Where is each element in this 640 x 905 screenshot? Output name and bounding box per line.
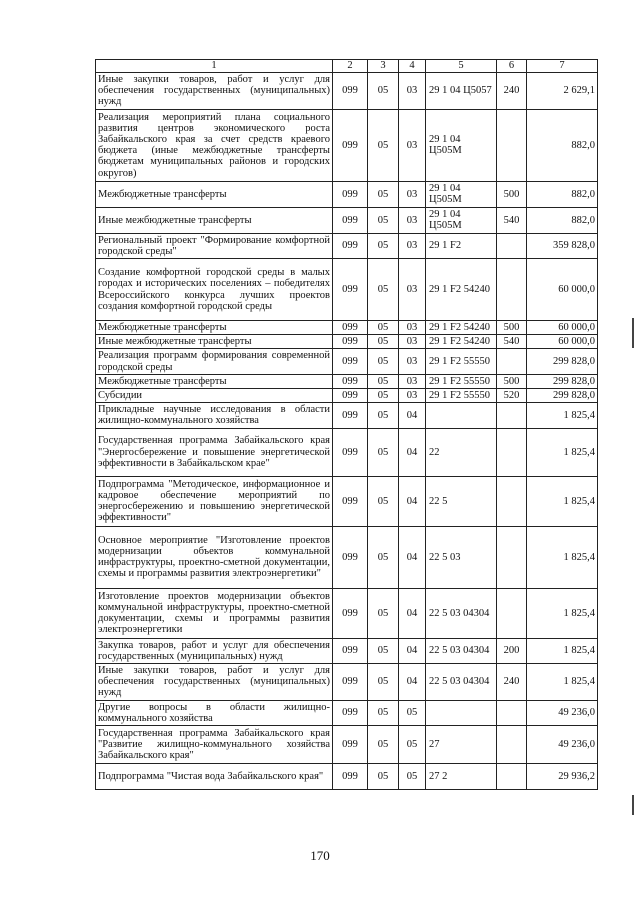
target-article-cell: 29 1 F2 55550 xyxy=(426,389,497,403)
amount-cell: 359 828,0 xyxy=(527,233,598,258)
amount-cell: 49 236,0 xyxy=(527,700,598,725)
amount-cell: 1 825,4 xyxy=(527,428,598,476)
amount-cell: 1 825,4 xyxy=(527,476,598,526)
description-cell: Межбюджетные трансферты xyxy=(96,181,333,207)
expense-type-cell: 200 xyxy=(497,638,527,663)
amount-cell: 1 825,4 xyxy=(527,664,598,701)
ministry-code-cell: 099 xyxy=(333,764,368,790)
subsection-cell: 03 xyxy=(399,321,426,335)
table-row xyxy=(96,638,598,663)
expense-type-cell: 540 xyxy=(497,335,527,349)
amount-cell: 29 936,2 xyxy=(527,764,598,790)
target-article-cell: 22 5 03 04304 xyxy=(426,664,497,701)
description-cell: Государственная программа Забайкальского края "Развитие жилищно-коммунального хозяйства Забайкальского края" xyxy=(96,726,333,764)
table-row xyxy=(96,389,598,403)
header-cell: 7 xyxy=(527,60,598,73)
description-cell: Закупка товаров, работ и услуг для обеспечения государственных (муниципальных) нужд xyxy=(96,638,333,663)
subsection-cell: 05 xyxy=(399,764,426,790)
description-cell: Иные закупки товаров, работ и услуг для обеспечения государственных (муниципальных) нужд xyxy=(96,73,333,110)
description-cell: Субсидии xyxy=(96,389,333,403)
section-cell: 05 xyxy=(368,726,399,764)
table-row xyxy=(96,73,598,110)
page-number: 170 xyxy=(310,848,330,863)
header-cell: 5 xyxy=(426,60,497,73)
section-cell: 05 xyxy=(368,233,399,258)
subsection-cell: 03 xyxy=(399,73,426,110)
subsection-cell: 03 xyxy=(399,181,426,207)
target-article-cell: 29 1 F2 55550 xyxy=(426,374,497,388)
table-row xyxy=(96,700,598,725)
ministry-code-cell: 099 xyxy=(333,233,368,258)
expense-type-cell xyxy=(497,526,527,588)
subsection-cell: 04 xyxy=(399,664,426,701)
section-cell: 05 xyxy=(368,588,399,638)
description-cell: Региональный проект "Формирование комфортной городской среды" xyxy=(96,233,333,258)
target-article-cell: 27 xyxy=(426,726,497,764)
header-cell: 1 xyxy=(96,60,333,73)
ministry-code-cell: 099 xyxy=(333,349,368,374)
section-cell: 05 xyxy=(368,207,399,233)
ministry-code-cell: 099 xyxy=(333,109,368,181)
expense-type-cell xyxy=(497,233,527,258)
description-cell: Создание комфортной городской среды в малых городах и исторических поселениях – победителях Всероссийского конкурса лучших проектов создания комфортной городской среды xyxy=(96,259,333,321)
description-cell: Изготовление проектов модернизации объектов коммунальной инфраструктуры, проектно-сметной документации, схемы и программы развития электроэнергетики xyxy=(96,588,333,638)
expense-type-cell: 240 xyxy=(497,664,527,701)
target-article-cell: 29 1 F2 55550 xyxy=(426,349,497,374)
description-cell: Прикладные научные исследования в области жилищно-коммунального хозяйства xyxy=(96,403,333,428)
expense-type-cell: 520 xyxy=(497,389,527,403)
expense-type-cell: 540 xyxy=(497,207,527,233)
description-cell: Реализация мероприятий плана социального развития центров экономического роста Забайкальского края за счет средств краевого бюджета (иные межбюджетные трансферты бюджетам муниципальных районов и городских округов) xyxy=(96,109,333,181)
expense-type-cell xyxy=(497,403,527,428)
amount-cell: 1 825,4 xyxy=(527,526,598,588)
subsection-cell: 03 xyxy=(399,335,426,349)
description-cell: Иные межбюджетные трансферты xyxy=(96,207,333,233)
subsection-cell: 04 xyxy=(399,588,426,638)
description-cell: Иные межбюджетные трансферты xyxy=(96,335,333,349)
target-article-cell: 22 xyxy=(426,428,497,476)
ministry-code-cell: 099 xyxy=(333,428,368,476)
target-article-cell: 29 1 04 Ц505М xyxy=(426,207,497,233)
description-cell: Иные закупки товаров, работ и услуг для обеспечения государственных (муниципальных) нужд xyxy=(96,664,333,701)
amount-cell: 882,0 xyxy=(527,109,598,181)
description-cell: Подпрограмма "Методическое, информационное и кадровое обеспечение мероприятий по энергосбережению и повышению энергетической эффективности" xyxy=(96,476,333,526)
header-cell: 2 xyxy=(333,60,368,73)
target-article-cell xyxy=(426,700,497,725)
description-cell: Подпрограмма "Чистая вода Забайкальского края" xyxy=(96,764,333,790)
ministry-code-cell: 099 xyxy=(333,726,368,764)
target-article-cell: 29 1 F2 54240 xyxy=(426,259,497,321)
expense-type-cell xyxy=(497,349,527,374)
ministry-code-cell: 099 xyxy=(333,181,368,207)
ministry-code-cell: 099 xyxy=(333,403,368,428)
ministry-code-cell: 099 xyxy=(333,335,368,349)
subsection-cell: 05 xyxy=(399,726,426,764)
table-row xyxy=(96,428,598,476)
section-cell: 05 xyxy=(368,181,399,207)
target-article-cell: 29 1 F2 54240 xyxy=(426,335,497,349)
expense-type-cell: 240 xyxy=(497,73,527,110)
amount-cell: 882,0 xyxy=(527,207,598,233)
section-cell: 05 xyxy=(368,664,399,701)
header-cell: 3 xyxy=(368,60,399,73)
column-number-header xyxy=(96,60,598,73)
ministry-code-cell: 099 xyxy=(333,321,368,335)
section-cell: 05 xyxy=(368,259,399,321)
section-cell: 05 xyxy=(368,73,399,110)
subsection-cell: 03 xyxy=(399,349,426,374)
amount-cell: 1 825,4 xyxy=(527,403,598,428)
amount-cell: 60 000,0 xyxy=(527,335,598,349)
expense-type-cell xyxy=(497,726,527,764)
scan-edge-mark xyxy=(632,795,634,815)
ministry-code-cell: 099 xyxy=(333,73,368,110)
target-article-cell: 29 1 04 Ц505М xyxy=(426,109,497,181)
subsection-cell: 04 xyxy=(399,428,426,476)
expense-type-cell xyxy=(497,700,527,725)
subsection-cell: 03 xyxy=(399,109,426,181)
amount-cell: 1 825,4 xyxy=(527,588,598,638)
section-cell: 05 xyxy=(368,764,399,790)
section-cell: 05 xyxy=(368,349,399,374)
table-row xyxy=(96,764,598,790)
ministry-code-cell: 099 xyxy=(333,389,368,403)
subsection-cell: 03 xyxy=(399,259,426,321)
table-row xyxy=(96,476,598,526)
subsection-cell: 04 xyxy=(399,403,426,428)
expense-type-cell: 500 xyxy=(497,181,527,207)
ministry-code-cell: 099 xyxy=(333,374,368,388)
amount-cell: 60 000,0 xyxy=(527,321,598,335)
section-cell: 05 xyxy=(368,335,399,349)
target-article-cell: 22 5 03 04304 xyxy=(426,588,497,638)
subsection-cell: 04 xyxy=(399,526,426,588)
scan-edge-mark xyxy=(632,318,634,348)
amount-cell: 1 825,4 xyxy=(527,638,598,663)
section-cell: 05 xyxy=(368,403,399,428)
expense-type-cell xyxy=(497,109,527,181)
amount-cell: 882,0 xyxy=(527,181,598,207)
table-row xyxy=(96,181,598,207)
description-cell: Межбюджетные трансферты xyxy=(96,321,333,335)
section-cell: 05 xyxy=(368,374,399,388)
target-article-cell xyxy=(426,403,497,428)
budget-table xyxy=(95,59,598,790)
expense-type-cell xyxy=(497,259,527,321)
expense-type-cell xyxy=(497,428,527,476)
table-row xyxy=(96,588,598,638)
header-cell: 6 xyxy=(497,60,527,73)
subsection-cell: 03 xyxy=(399,207,426,233)
amount-cell: 60 000,0 xyxy=(527,259,598,321)
subsection-cell: 04 xyxy=(399,638,426,663)
description-cell: Другие вопросы в области жилищно-коммунального хозяйства xyxy=(96,700,333,725)
subsection-cell: 03 xyxy=(399,389,426,403)
table-row xyxy=(96,374,598,388)
section-cell: 05 xyxy=(368,638,399,663)
subsection-cell: 05 xyxy=(399,700,426,725)
target-article-cell: 22 5 03 xyxy=(426,526,497,588)
table-row xyxy=(96,726,598,764)
target-article-cell: 29 1 F2 xyxy=(426,233,497,258)
expense-type-cell xyxy=(497,476,527,526)
section-cell: 05 xyxy=(368,389,399,403)
header-cell: 4 xyxy=(399,60,426,73)
table-row xyxy=(96,109,598,181)
subsection-cell: 03 xyxy=(399,374,426,388)
target-article-cell: 29 1 04 Ц505М xyxy=(426,181,497,207)
ministry-code-cell: 099 xyxy=(333,638,368,663)
target-article-cell: 29 1 F2 54240 xyxy=(426,321,497,335)
amount-cell: 299 828,0 xyxy=(527,374,598,388)
table-row xyxy=(96,664,598,701)
target-article-cell: 22 5 xyxy=(426,476,497,526)
table-row xyxy=(96,207,598,233)
table-row xyxy=(96,403,598,428)
subsection-cell: 04 xyxy=(399,476,426,526)
section-cell: 05 xyxy=(368,428,399,476)
target-article-cell: 29 1 04 Ц5057 xyxy=(426,73,497,110)
target-article-cell: 22 5 03 04304 xyxy=(426,638,497,663)
section-cell: 05 xyxy=(368,526,399,588)
description-cell: Государственная программа Забайкальского края "Энергосбережение и повышение энергетической эффективности в Забайкальском крае" xyxy=(96,428,333,476)
ministry-code-cell: 099 xyxy=(333,526,368,588)
expense-type-cell xyxy=(497,764,527,790)
section-cell: 05 xyxy=(368,700,399,725)
description-cell: Основное мероприятие "Изготовление проектов модернизации объектов коммунальной инфраструктуры, проектно-сметной документации, схемы и программы развития электроэнергетики" xyxy=(96,526,333,588)
ministry-code-cell: 099 xyxy=(333,476,368,526)
target-article-cell: 27 2 xyxy=(426,764,497,790)
table-row xyxy=(96,321,598,335)
description-cell: Реализация программ формирования современной городской среды xyxy=(96,349,333,374)
amount-cell: 49 236,0 xyxy=(527,726,598,764)
table-row xyxy=(96,526,598,588)
subsection-cell: 03 xyxy=(399,233,426,258)
section-cell: 05 xyxy=(368,476,399,526)
ministry-code-cell: 099 xyxy=(333,207,368,233)
expense-type-cell xyxy=(497,588,527,638)
ministry-code-cell: 099 xyxy=(333,700,368,725)
table-body xyxy=(96,73,598,790)
table-row xyxy=(96,335,598,349)
expense-type-cell: 500 xyxy=(497,374,527,388)
expense-type-cell: 500 xyxy=(497,321,527,335)
table-row xyxy=(96,349,598,374)
amount-cell: 299 828,0 xyxy=(527,349,598,374)
table-row xyxy=(96,259,598,321)
section-cell: 05 xyxy=(368,109,399,181)
ministry-code-cell: 099 xyxy=(333,259,368,321)
amount-cell: 299 828,0 xyxy=(527,389,598,403)
table-row xyxy=(96,233,598,258)
section-cell: 05 xyxy=(368,321,399,335)
ministry-code-cell: 099 xyxy=(333,588,368,638)
amount-cell: 2 629,1 xyxy=(527,73,598,110)
description-cell: Межбюджетные трансферты xyxy=(96,374,333,388)
ministry-code-cell: 099 xyxy=(333,664,368,701)
